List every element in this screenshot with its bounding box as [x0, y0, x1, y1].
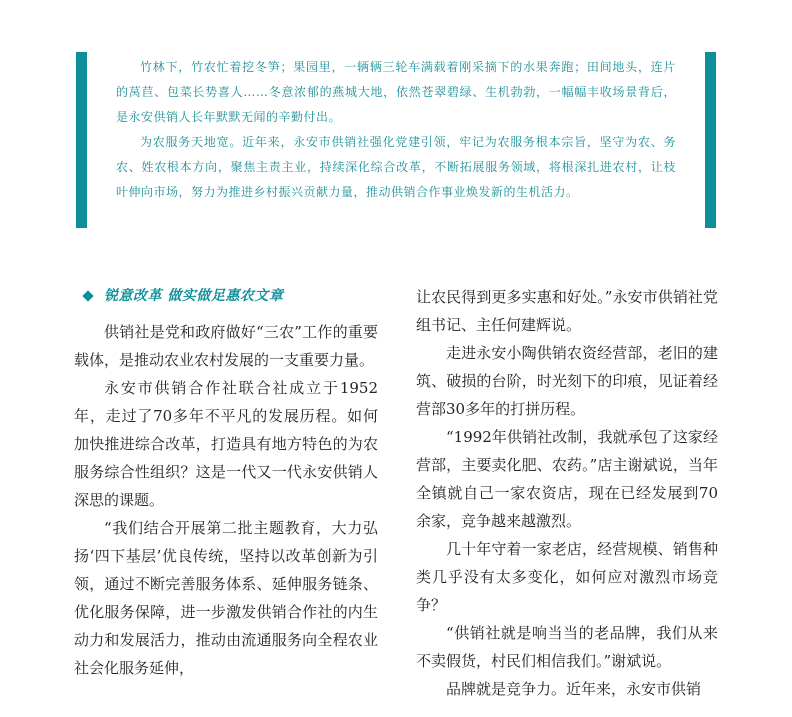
intro-left-bar	[76, 52, 87, 228]
body-paragraph: 供销社是党和政府做好“三农”工作的重要载体，是推动农业农村发展的一支重要力量。	[74, 323, 378, 369]
intro-box	[76, 52, 716, 228]
left-column	[74, 280, 378, 682]
right-column	[416, 283, 718, 703]
diamond-bullet-icon	[82, 290, 93, 301]
body-paragraph: “1992年供销社改制，我就承包了这家经营部，主要卖化肥、农药。”店主谢斌说，当年全镇就自己一家农资店，现在已经发展到70余家，竞争越来越激烈。	[416, 428, 718, 530]
body-paragraph: 走进永安小陶供销农资经营部，老旧的建筑、破损的台阶，时光刻下的印痕，见证着经营部30多年的打拼历程。	[416, 344, 718, 418]
body-paragraph: 几十年守着一家老店，经营规模、销售种类几乎没有太多变化，如何应对激烈市场竞争？	[416, 540, 718, 614]
intro-right-bar	[705, 52, 716, 228]
intro-paragraph: 竹林下，竹农忙着挖冬笋；果园里，一辆辆三轮车满载着刚采摘下的水果奔跑；田间地头，连片的莴苣、包菜长势喜人……冬意浓郁的燕城大地，依然苍翠碧绿、生机勃勃，一幅幅丰收场景背后，是永安供销人长年默默无闻的辛勤付出。	[116, 60, 676, 124]
intro-paragraph: 为农服务天地宽。近年来，永安市供销社强化党建引领，牢记为农服务根本宗旨，坚守为农、务农、姓农根本方向，聚焦主责主业，持续深化综合改革，不断拓展服务领域，将根深扎进农村，让枝叶伸向市场，努力为推进乡村振兴贡献力量，推动供销合作事业焕发新的生机活力。	[116, 135, 676, 199]
section-heading	[84, 280, 378, 312]
body-paragraph: “供销社就是响当当的老品牌，我们从来不卖假货，村民们相信我们。”谢斌说。	[416, 624, 718, 670]
body-paragraph: 品牌就是竞争力。近年来，永安市供销	[446, 680, 702, 698]
body-paragraph: “我们结合开展第二批主题教育，大力弘扬‘四下基层’优良传统，坚持以改革创新为引领，通过不断完善服务体系、延伸服务链条、优化服务保障，进一步激发供销合作社的内生动力和发展活力，推动由流通服务向全程农业社会化服务延伸，	[74, 519, 378, 677]
body-paragraph-continuation: 让农民得到更多实惠和好处。”永安市供销社党组书记、主任何建辉说。	[416, 288, 718, 334]
section-heading-text: 锐意改革 做实做足惠农文章	[104, 288, 284, 304]
body-paragraph: 永安市供销合作社联合社成立于1952年，走过了70多年不平凡的发展历程。如何加快推进综合改革，打造具有地方特色的为农服务综合性组织？这是一代又一代永安供销人深思的课题。	[74, 379, 378, 509]
intro-text	[116, 55, 676, 205]
